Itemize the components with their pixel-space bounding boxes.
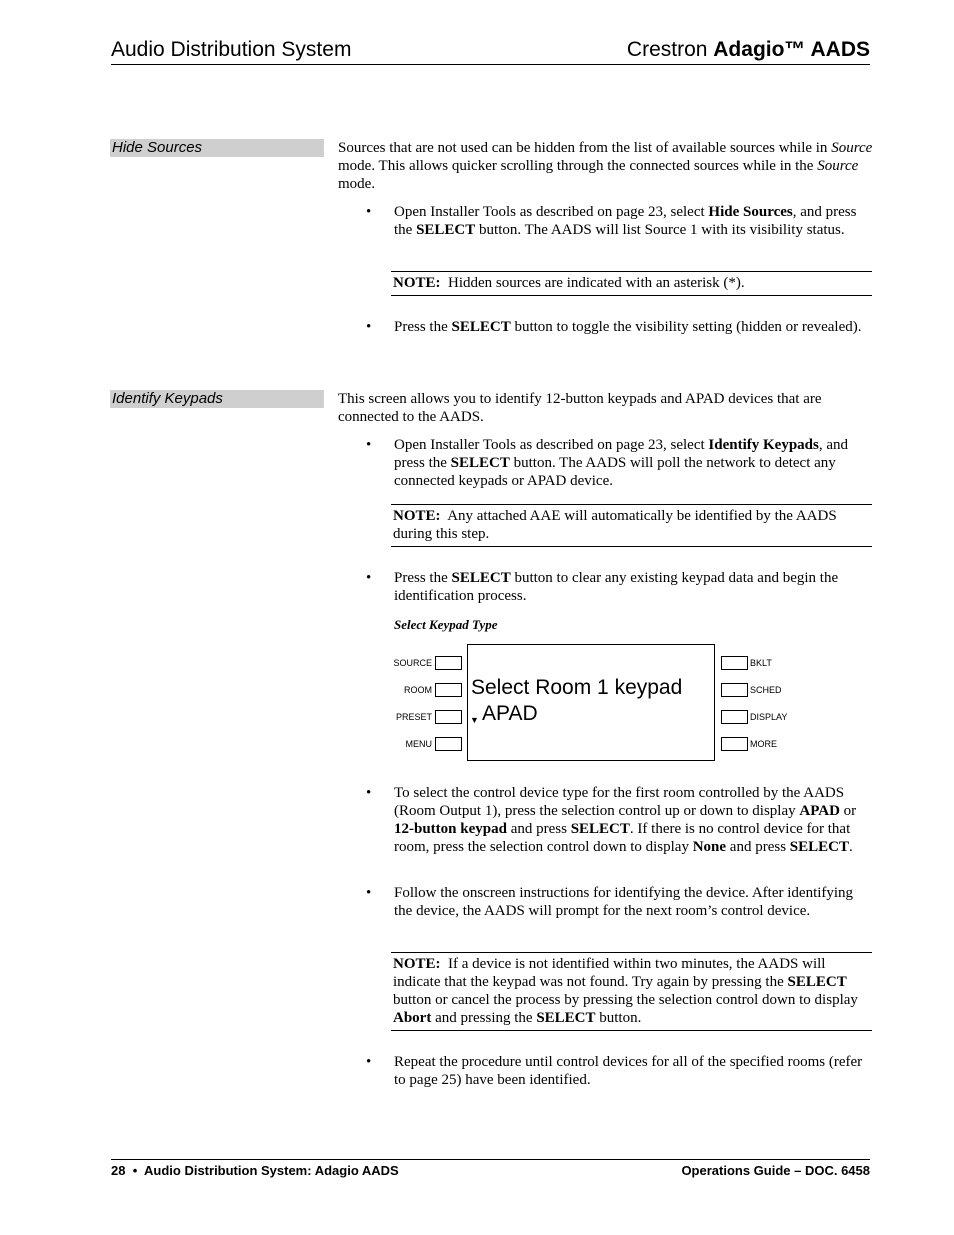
- key-label-display: DISPLAY: [750, 712, 788, 722]
- identify-keypads-step-1: Open Installer Tools as described on page 23, select Identify Keypads, and press the SELECT button. The AADS will poll the network to detect any connected keypads or APAD device.: [394, 437, 849, 489]
- key-source: [435, 656, 462, 670]
- identify-keypads-step-5: Repeat the procedure until control devices for all of the specified rooms (refer to page 25) have been identified.: [394, 1054, 863, 1088]
- section-label-identify-keypads: Identify Keypads: [110, 390, 324, 408]
- lcd-line-2: APAD: [482, 702, 538, 725]
- identify-keypads-intro: This screen allows you to identify 12-button keypads and APAD devices that are connected to the AADS.: [338, 391, 822, 425]
- page-header: [111, 38, 870, 65]
- identify-keypads-step-3: To select the control device type for the first room controlled by the AADS (Room Output 1), press the selection control up or down to display APAD or 12-button keypad and press SELECT. If there is no control device for that room, press the selection control down to display None and press SELECT.: [394, 785, 857, 855]
- footer-right: Operations Guide – DOC. 6458: [681, 1163, 870, 1178]
- key-label-sched: SCHED: [750, 685, 782, 695]
- header-title: Audio Distribution System: [111, 38, 352, 61]
- bullet-icon: •: [366, 437, 372, 453]
- figure-caption: Select Keypad Type: [394, 617, 498, 632]
- note-hidden-sources: NOTE: Hidden sources are indicated with an asterisk (*).: [391, 271, 872, 296]
- key-label-more: MORE: [750, 739, 777, 749]
- header-product: Crestron Adagio™ AADS: [626, 38, 870, 61]
- key-preset: [435, 710, 462, 724]
- bullet-icon: •: [366, 204, 372, 220]
- lcd-line-1: Select Room 1 keypad: [471, 676, 683, 699]
- hide-sources-intro: Sources that are not used can be hidden from the list of available sources while in Source mode. This allows quicker scrolling through the connected sources while in the Source mode.: [338, 140, 873, 192]
- key-label-bklt: BKLT: [750, 658, 772, 668]
- bullet-icon: •: [366, 319, 372, 335]
- key-sched: [721, 683, 748, 697]
- footer-left: 28 • Audio Distribution System: Adagio AADS: [111, 1163, 399, 1178]
- lcd-display: [467, 644, 715, 761]
- key-menu: [435, 737, 462, 751]
- key-label-source: SOURCE: [393, 658, 432, 668]
- key-label-menu: MENU: [405, 739, 432, 749]
- bullet-icon: •: [366, 885, 372, 901]
- key-label-room: ROOM: [404, 685, 432, 695]
- bullet-icon: •: [366, 785, 372, 801]
- hide-sources-step-1: Open Installer Tools as described on page 23, select Hide Sources, and press the SELECT button. The AADS will list Source 1 with its visibility status.: [394, 204, 857, 238]
- down-arrow-icon: ▼: [470, 715, 479, 725]
- key-room: [435, 683, 462, 697]
- key-display: [721, 710, 748, 724]
- section-label-hide-sources: Hide Sources: [110, 139, 324, 157]
- key-more: [721, 737, 748, 751]
- key-bklt: [721, 656, 748, 670]
- page-footer: [111, 1159, 870, 1181]
- identify-keypads-step-4: Follow the onscreen instructions for identifying the device. After identifying the device, the AADS will prompt for the next room’s control device.: [394, 885, 854, 919]
- bullet-icon: •: [366, 570, 372, 586]
- identify-keypads-step-2: Press the SELECT button to clear any existing keypad data and begin the identification process.: [394, 570, 839, 604]
- bullet-icon: •: [366, 1054, 372, 1070]
- hide-sources-step-2: Press the SELECT button to toggle the visibility setting (hidden or revealed).: [394, 319, 862, 335]
- key-label-preset: PRESET: [395, 712, 432, 722]
- note-aae: NOTE: Any attached AAE will automatically be identified by the AADS during this step.: [391, 504, 872, 547]
- note-timeout: NOTE: If a device is not identified within two minutes, the AADS will indicate that the keypad was not found. Try again by pressing the SELECT button or cancel the process by pressing the selection control down to display Abort and pressing the SELECT button.: [391, 952, 872, 1031]
